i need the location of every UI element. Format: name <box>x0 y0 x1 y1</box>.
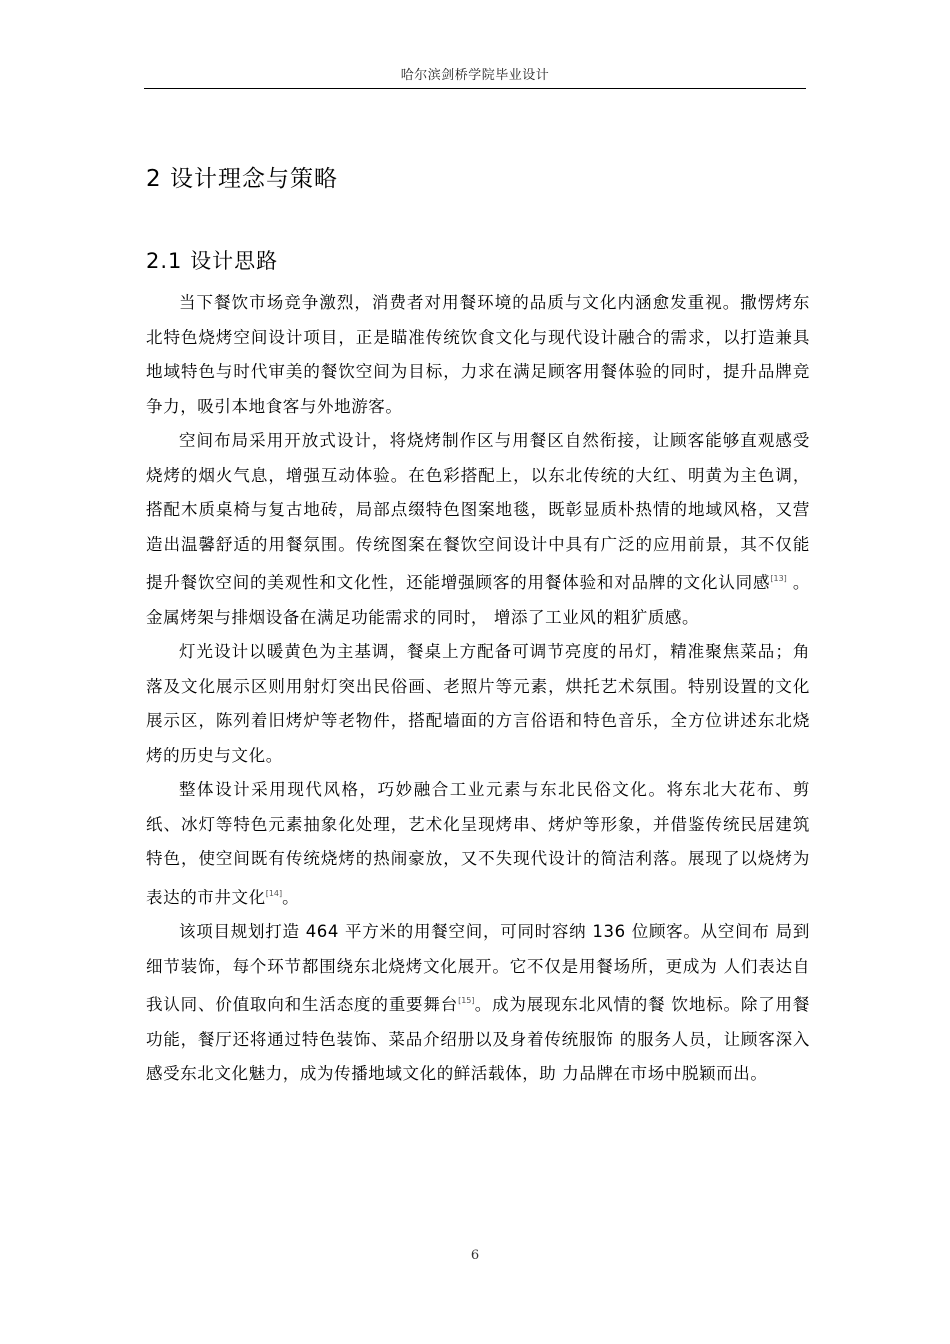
citation-marker: [14] <box>265 888 283 898</box>
paragraph-text: 空间布局采用开放式设计，将烧烤制作区与用餐区自然衔接，让顾客能够直观感受烧烤的烟火气息，增强互动体验。在色彩搭配上，以东北传统的大红、明黄为主色调，搭配木质桌椅与复古地砖，局部点缀特色图案地毯，既彰显质朴热情的地域风格，又营造出温馨舒适的用餐氛围。传统图案在餐饮空间设计中具有广泛的应用前景，其不仅能提升餐饮空间的美观性和文化性，还能增强顾客的用餐体验和对品牌的文化认同感 <box>146 431 810 592</box>
citation-marker: [13] <box>770 574 787 583</box>
paragraph-2 <box>146 424 810 635</box>
paragraph-text-continued: 。 <box>282 887 300 907</box>
paragraph-text: 该项目规划打造 464 平方米的用餐空间，可同时容纳 136 位顾客。从空间布 局到细节装饰，每个环节都围绕东北烧烤文化展开。它不仅是用餐场所，更成为 人们表达自我认同、价值取向和生活态度的重要舞台 <box>146 922 810 1014</box>
paragraph-text: 整体设计采用现代风格，巧妙融合工业元素与东北民俗文化。将东北大花布、剪纸、冰灯等特色元素抽象化处理，艺术化呈现烤串、烤炉等形象，并借鉴传统民居建筑特色，使空间既有传统烧烤的热闹豪放，又不失现代设计的简洁利落。展现了以烧烤为表达的市井文化 <box>146 780 810 907</box>
page-number: 6 <box>470 1248 480 1263</box>
chapter-title: 2 设计理念与策略 <box>146 166 338 192</box>
body-text <box>146 286 810 1092</box>
header-divider <box>144 88 806 89</box>
paragraph-text-continued: 。成为展现东北风情的餐 饮地标。除了用餐功能，餐厅还将通过特色装饰、菜品介绍册以及身着传统服饰 的服务人员，让顾客深入感受东北文化魅力，成为传播地域文化的鲜活载体，助 力品牌在市场中脱颖而出。 <box>146 995 810 1083</box>
paragraph-text-continued: 。金属烤架与排烟设备在满足功能需求的同时， 增添了工业风的粗犷质感。 <box>146 573 810 627</box>
section-title: 2.1 设计思路 <box>146 249 279 273</box>
paragraph-4 <box>146 773 810 915</box>
citation-marker: [15] <box>458 996 475 1005</box>
paragraph-5 <box>146 915 810 1092</box>
paragraph-1 <box>146 286 810 424</box>
paragraph-text: 当下餐饮市场竞争激烈，消费者对用餐环境的品质与文化内涵愈发重视。撒愣烤东北特色烧烤空间设计项目，正是瞄准传统饮食文化与现代设计融合的需求，以打造兼具地域特色与时代审美的餐饮空间为目标，力求在满足顾客用餐体验的同时，提升品牌竞争力，吸引本地食客与外地游客。 <box>146 293 810 416</box>
running-header: 哈尔滨剑桥学院毕业设计 <box>400 68 550 83</box>
paragraph-3 <box>146 635 810 773</box>
paragraph-text: 灯光设计以暖黄色为主基调，餐桌上方配备可调节亮度的吊灯，精准聚焦菜品；角落及文化展示区则用射灯突出民俗画、老照片等元素，烘托艺术氛围。特别设置的文化展示区，陈列着旧烤炉等老物件，搭配墙面的方言俗语和特色音乐，全方位讲述东北烧烤的历史与文化。 <box>146 642 810 765</box>
